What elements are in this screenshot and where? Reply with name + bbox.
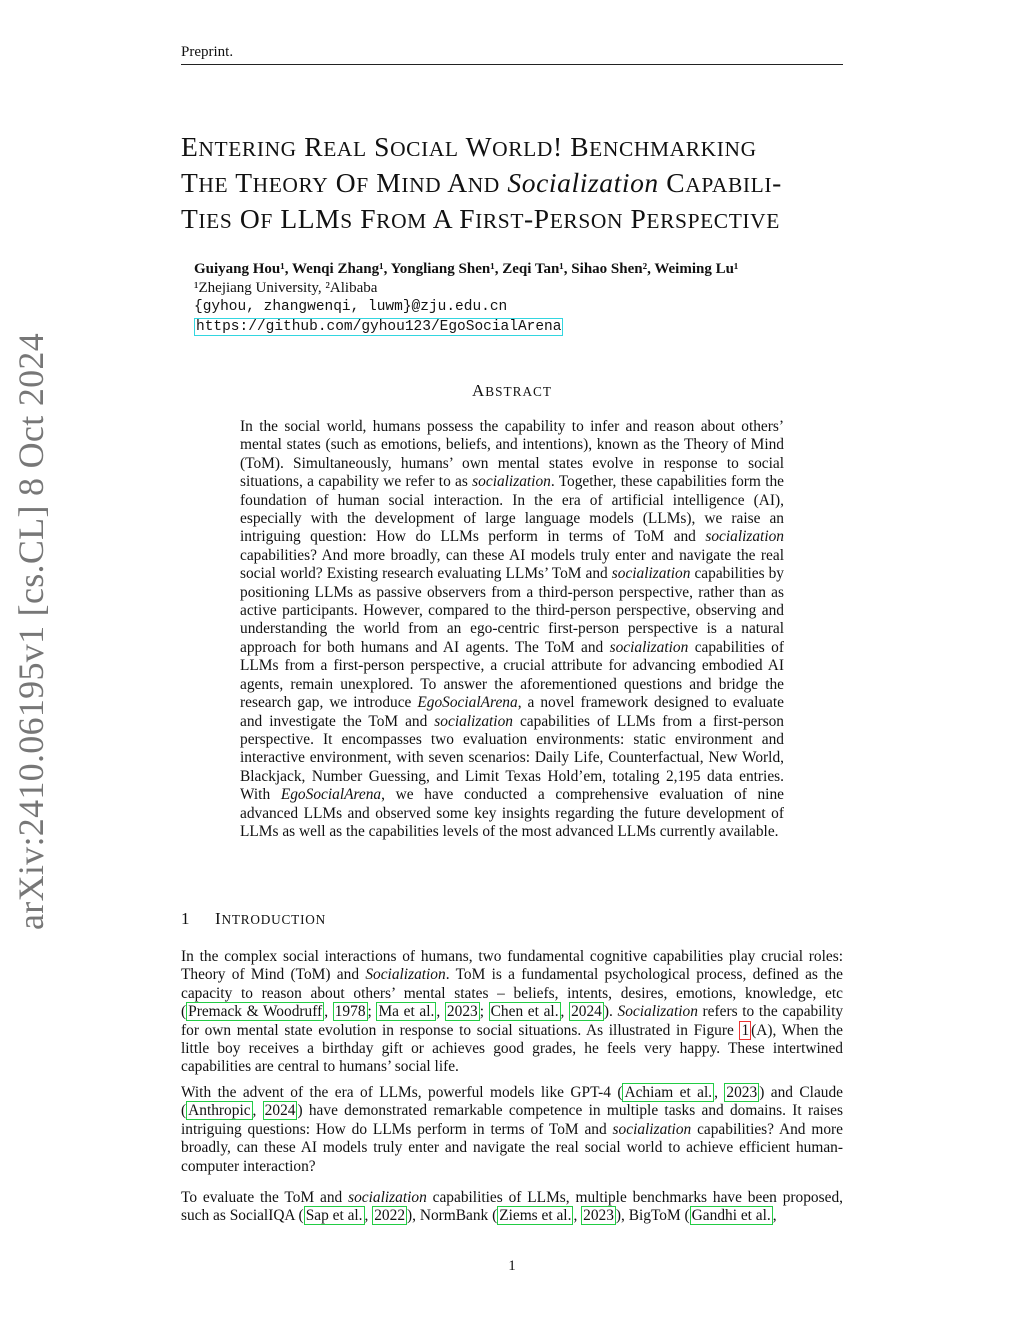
text-run: , [324,1003,333,1021]
abstract-heading: ABSTRACT [472,381,552,400]
abstract-text: In the social world, humans possess the capability to infer and reason about others’ mental states (such as emotions, beliefs, and intentions), known as the Theory of Mind (ToM). Simultaneously, humans’ own mental states evolve in response to social situations, a capability we refer to as socialization. Together, these capabilities form the foundation of human social interaction. In the era of artificial intelligence (AI), especially with the development of large language models (LLMs), we raise an intriguing question: How do LLMs perform in terms of ToM and socialization capabilities? And more broadly, can these AI models truly enter and navigate the real social world? Existing research evaluating LLMs’ ToM and socialization capabilities by positioning LLMs as passive observers from a third-person perspective, rather than as active participants. However, compared to the third-person perspective, observing and understanding the world from an ego-centric first-person perspective is a natural approach for both humans and AI agents. The ToM and socialization capabilities of LLMs from a first-person perspective, a crucial attribute for advancing embodied AI agents, remain unexplored. To answer the aforementioned questions and bridge the research gap, we introduce EgoSocialArena, a novel framework designed to evaluate and investigate the ToM and socialization capabilities of LLMs from a first-person perspective. It encompasses two evaluation environments: static environment and interactive environment, with seven scenarios: Daily Life, Counterfactual, New World, Blackjack, Number Guessing, and Limit Texas Hold’em, totaling 2,195 data entries. With EgoSocialArena, we have conducted a comprehensive evaluation of nine advanced LLMs and observed some key insights regarding the future development of LLMs as well as the capabilities levels of the most advanced LLMs currently available. [240,418,784,840]
citation-link[interactable]: 2024 [264,1102,296,1120]
text-run: Socialization [617,1003,698,1021]
page-number: 1 [508,1258,516,1274]
title-line-1: ENTERING REAL SOCIAL WORLD! BENCHMARKING [181,131,757,162]
citation-link[interactable]: Ma et al. [378,1003,435,1021]
author-emails: {gyhou, zhangwenqi, luwm}@zju.edu.cn [194,299,508,315]
running-header: Preprint. [181,44,234,60]
title-line-3: TIES OF LLMS FROM A FIRST-PERSON PERSPECTIVE [181,203,780,234]
text-run: , [436,1003,445,1021]
text-run: ) and Claude ( [181,1084,843,1120]
text-run: ), NormBank ( [407,1207,498,1225]
text-run: socialization [348,1189,427,1206]
intro-paragraph-2 [181,1084,843,1176]
header-rule [181,64,843,65]
citation-link[interactable]: 2023 [446,1003,478,1021]
text-run: , [772,1207,777,1225]
section-heading-text: INTRODUCTION [215,909,327,928]
text-run: ), BigToM ( [615,1207,690,1225]
text-run: socialization [612,1120,692,1138]
text-run: refers to the capability for own mental state evolution in response to social situations. As illustrated in Figure [181,1003,844,1039]
text-run: To evaluate the ToM and [181,1189,349,1206]
citation-link[interactable]: Ziems et al. [499,1207,572,1225]
affiliations: ¹Zhejiang University, ²Alibaba [194,280,378,296]
title-line-2: THE THEORY OF MIND AND Socialization CAPABILI- [181,167,782,198]
section-heading-introduction [181,909,326,929]
citation-link[interactable]: Sap et al. [305,1207,363,1225]
citation-link[interactable]: Chen et al. [490,1003,559,1021]
text-run: , [714,1084,725,1101]
text-run: ). [603,1003,618,1021]
text-run: Socialization [365,966,446,984]
text-run: , [252,1102,263,1120]
text-run: , [364,1207,373,1225]
citation-link[interactable]: 1978 [334,1003,366,1021]
citation-link[interactable]: 2023 [583,1207,614,1225]
citation-link[interactable]: 2022 [374,1207,406,1225]
citation-link[interactable]: Premack & Woodruff [188,1003,323,1021]
text-run: , [573,1207,582,1225]
arxiv-sidebar-stamp: arXiv:2410.06195v1 [cs.CL] 8 Oct 2024 [11,332,51,930]
figure-link[interactable]: 1 [741,1021,750,1039]
paper-title [181,130,851,238]
intro-paragraph-3 [181,1189,843,1226]
text-run: In the complex social interactions of humans, two fundamental cognitive capabilities play crucial roles: Theory of Mind (ToM) and [181,948,843,984]
citation-link[interactable]: Anthropic [188,1102,251,1120]
section-number: 1 [181,909,191,928]
text-run: (A), When the little boy receives a birthday gift or achieves good grades, he feels very happy. These intertwined capabilities are central to humans’ social life. [181,1021,843,1076]
text-run: , [560,1003,570,1021]
citation-link[interactable]: 2024 [571,1003,602,1021]
text-run: . ToM is a fundamental psychological process, defined as the capacity to reason about others’ mental states – beliefs, intents, desires, emotions, knowledge, etc ( [181,966,843,1021]
author-names: Guiyang Hou¹, Wenqi Zhang¹, Yongliang Shen¹, Zeqi Tan¹, Sihao Shen², Weiming Lu¹ [194,261,739,277]
author-block [194,260,854,337]
repo-link[interactable]: https://github.com/gyhou123/EgoSocialArena [196,319,562,335]
intro-paragraph-1 [181,948,843,1077]
text-run: With the advent of the era of LLMs, powerful models like GPT-4 ( [181,1084,623,1101]
text-run: ; [479,1003,489,1021]
text-run: capabilities of LLMs, multiple benchmarks have been proposed, such as SocialIQA ( [181,1189,843,1225]
citation-link[interactable]: 2023 [726,1084,758,1101]
text-run: capabilities? And more broadly, can these AI models truly enter and navigate the real social world to achieve efficient human-computer interaction? [181,1120,843,1175]
citation-link[interactable]: Gandhi et al. [691,1207,771,1225]
text-run: ; [367,1003,377,1021]
text-run: ) have demonstrated remarkable competence in multiple tasks and domains. It raises intriguing questions: How do LLMs perform in terms of ToM and [181,1102,843,1138]
citation-link[interactable]: Achiam et al. [624,1084,713,1101]
